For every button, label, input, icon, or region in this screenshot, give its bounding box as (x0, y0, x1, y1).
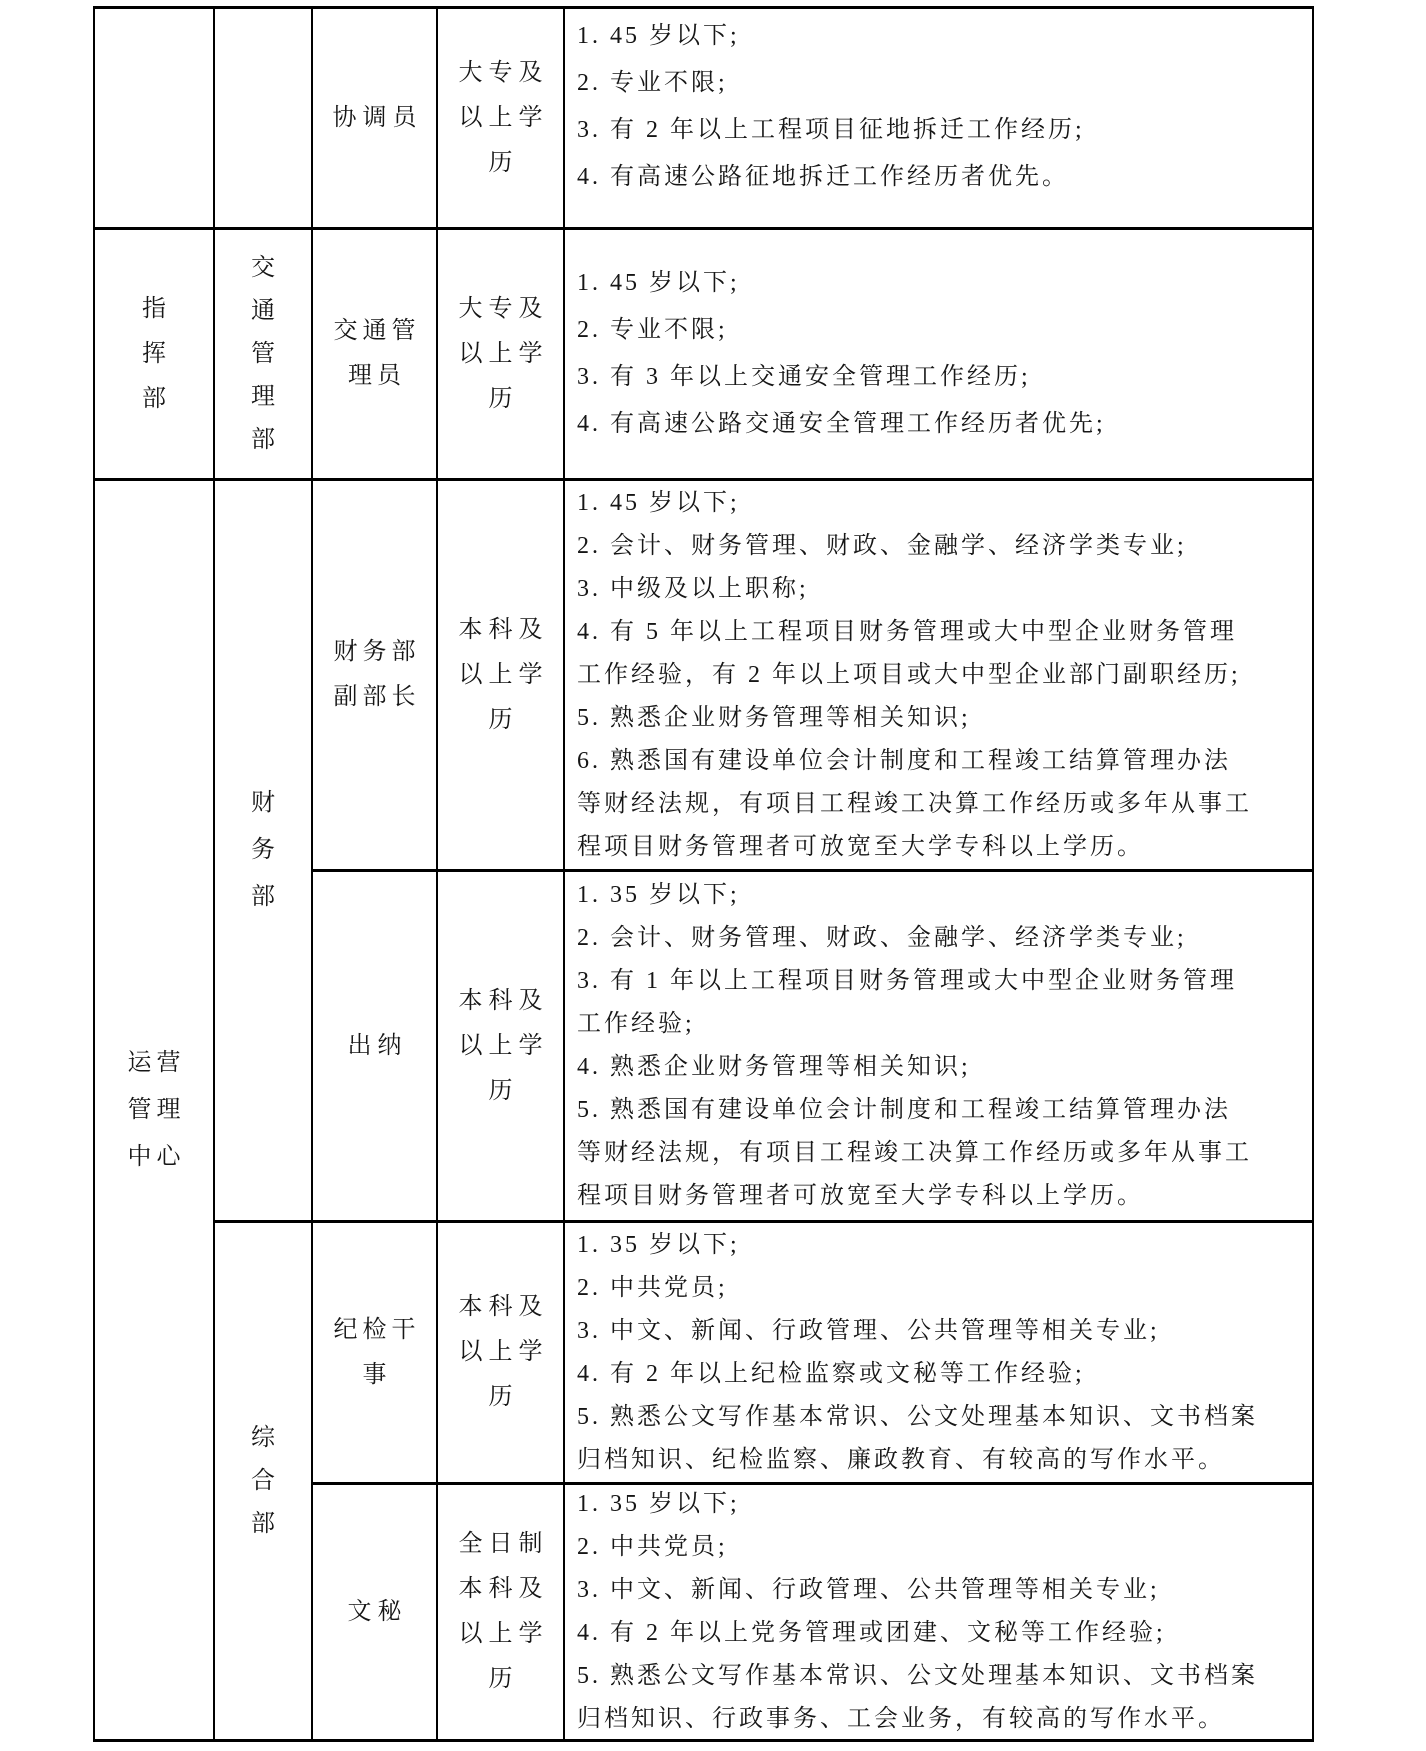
text-line: 中心 (127, 1143, 186, 1170)
text-line: 1. 45 岁以下; (577, 23, 740, 49)
cell-section-general-affairs (215, 1223, 311, 1739)
text-line: 4. 熟悉企业财务管理等相关知识; (577, 1054, 971, 1080)
text-line: 归档知识、行政事务、工会业务，有较高的写作水平。 (577, 1706, 1225, 1732)
text-line: 1. 45 岁以下; (577, 489, 740, 516)
text-line: 文秘 (347, 1598, 408, 1625)
text-line: 历 (488, 1666, 519, 1692)
cell-education-discipline-inspection-clerk (438, 1223, 563, 1482)
text-line: 财务部 (333, 639, 421, 665)
text-line: 全日制 (458, 1531, 549, 1557)
text-line: 大专及 (458, 59, 549, 86)
cell-position-finance-deputy-director (313, 481, 436, 869)
cell-position-discipline-inspection-clerk (313, 1223, 436, 1482)
text-line: 本科及 (458, 616, 549, 643)
text-line: 6. 熟悉国有建设单位会计制度和工程竣工结算管理办法 (577, 747, 1231, 774)
text-line: 协调员 (332, 104, 423, 131)
text-line: 程项目财务管理者可放宽至大学专科以上学历。 (577, 833, 1144, 860)
text-line: 本科及 (458, 1576, 549, 1602)
text-line: 本科及 (458, 1294, 549, 1320)
text-line: 纪检干 (333, 1316, 421, 1343)
text-line: 5. 熟悉公文写作基本常识、公文处理基本知识、文书档案 (577, 1403, 1258, 1430)
text-line: 3. 中文、新闻、行政管理、公共管理等相关专业; (577, 1317, 1160, 1344)
text-line: 1. 35 岁以下; (577, 1231, 740, 1258)
cell-department-command-hq (95, 230, 213, 478)
cell-education-coordinator (438, 9, 563, 227)
text-line: 工作经验，有 2 年以上项目或大中型企业部门副职经历; (577, 661, 1241, 688)
text-line: 综 (251, 1424, 275, 1451)
cell-position-cashier (313, 872, 436, 1220)
text-line: 4. 有高速公路征地拆迁工作经历者优先。 (577, 164, 1069, 190)
text-line: 4. 有 5 年以上工程项目财务管理或大中型企业财务管理 (577, 618, 1237, 645)
text-line: 历 (488, 1077, 519, 1104)
text-line: 2. 中共党员; (577, 1534, 728, 1560)
text-line: 交通管 (333, 318, 421, 344)
text-line: 财 (251, 790, 275, 816)
text-line: 以上学 (458, 104, 549, 131)
text-line: 事 (362, 1361, 392, 1388)
text-line: 1. 35 岁以下; (577, 882, 740, 908)
text-line: 2. 中共党员; (577, 1274, 728, 1301)
text-line: 以上学 (458, 340, 549, 367)
cell-education-finance-deputy-director (438, 481, 563, 869)
text-line: 5. 熟悉企业财务管理等相关知识; (577, 704, 971, 731)
text-line: 管 (251, 340, 275, 367)
text-line: 4. 有 2 年以上党务管理或团建、文秘等工作经验; (577, 1620, 1166, 1646)
text-line: 以上学 (458, 1339, 549, 1365)
text-line: 等财经法规，有项目工程竣工决算工作经历或多年从事工 (577, 1140, 1252, 1166)
text-line: 3. 有 1 年以上工程项目财务管理或大中型企业财务管理 (577, 968, 1237, 994)
cell-requirements-finance-deputy-director (565, 481, 1312, 869)
cell-education-cashier (438, 872, 563, 1220)
text-line: 大专及 (458, 295, 549, 322)
text-line: 管理 (127, 1096, 186, 1123)
text-line: 工作经验; (577, 1011, 695, 1037)
text-line: 5. 熟悉国有建设单位会计制度和工程竣工结算管理办法 (577, 1097, 1231, 1123)
text-line: 等财经法规，有项目工程竣工决算工作经历或多年从事工 (577, 790, 1252, 817)
text-line: 2. 会计、财务管理、财政、金融学、经济学类专业; (577, 532, 1187, 559)
cell-department-operations-center (95, 481, 213, 1739)
cell-requirements-cashier (565, 872, 1312, 1220)
text-line: 部 (251, 426, 275, 453)
cell-position-coordinator (313, 9, 436, 227)
cell-position-traffic-administrator (313, 230, 436, 478)
text-line: 挥 (142, 340, 166, 367)
text-line: 历 (488, 385, 519, 412)
cell-education-traffic-administrator (438, 230, 563, 478)
text-line: 合 (251, 1467, 275, 1494)
table-gridline-vertical (1312, 6, 1314, 1742)
text-line: 3. 有 2 年以上工程项目征地拆迁工作经历; (577, 117, 1085, 143)
text-line: 交 (251, 254, 275, 281)
text-line: 本科及 (458, 987, 549, 1014)
text-line: 5. 熟悉公文写作基本常识、公文处理基本知识、文书档案 (577, 1663, 1258, 1689)
text-line: 务 (251, 837, 275, 863)
text-line: 理 (251, 383, 275, 410)
text-line: 以上学 (458, 1032, 549, 1059)
cell-requirements-traffic-administrator (565, 230, 1312, 478)
cell-education-secretary (438, 1485, 563, 1739)
text-line: 3. 有 3 年以上交通安全管理工作经历; (577, 364, 1031, 390)
text-line: 程项目财务管理者可放宽至大学专科以上学历。 (577, 1183, 1144, 1209)
text-line: 1. 35 岁以下; (577, 1491, 740, 1517)
recruitment-table (93, 6, 1314, 1742)
text-line: 运营 (127, 1049, 186, 1076)
text-line: 归档知识、纪检监察、廉政教育、有较高的写作水平。 (577, 1446, 1225, 1473)
text-line: 4. 有 2 年以上纪检监察或文秘等工作经验; (577, 1360, 1085, 1387)
text-line: 出纳 (347, 1032, 408, 1059)
cell-section-traffic-management (215, 230, 311, 478)
cell-requirements-discipline-inspection-clerk (565, 1223, 1312, 1482)
text-line: 理员 (348, 363, 406, 389)
text-line: 2. 专业不限; (577, 317, 728, 343)
text-line: 历 (488, 706, 519, 733)
text-line: 通 (251, 297, 275, 324)
text-line: 以上学 (458, 661, 549, 688)
text-line: 历 (488, 149, 519, 176)
text-line: 4. 有高速公路交通安全管理工作经历者优先; (577, 411, 1106, 437)
text-line: 2. 专业不限; (577, 70, 728, 96)
text-line: 2. 会计、财务管理、财政、金融学、经济学类专业; (577, 925, 1187, 951)
cell-section-finance (215, 481, 311, 1220)
text-line: 部 (142, 385, 166, 412)
cell-requirements-secretary (565, 1485, 1312, 1739)
text-line: 指 (142, 295, 166, 322)
text-line: 3. 中文、新闻、行政管理、公共管理等相关专业; (577, 1577, 1160, 1603)
text-line: 3. 中级及以上职称; (577, 575, 809, 602)
text-line: 副部长 (333, 684, 421, 710)
text-line: 1. 45 岁以下; (577, 270, 740, 296)
cell-requirements-coordinator (565, 9, 1312, 227)
text-line: 以上学 (458, 1621, 549, 1647)
text-line: 部 (251, 1510, 275, 1537)
text-line: 部 (251, 884, 275, 910)
text-line: 历 (488, 1384, 519, 1410)
cell-position-secretary (313, 1485, 436, 1739)
